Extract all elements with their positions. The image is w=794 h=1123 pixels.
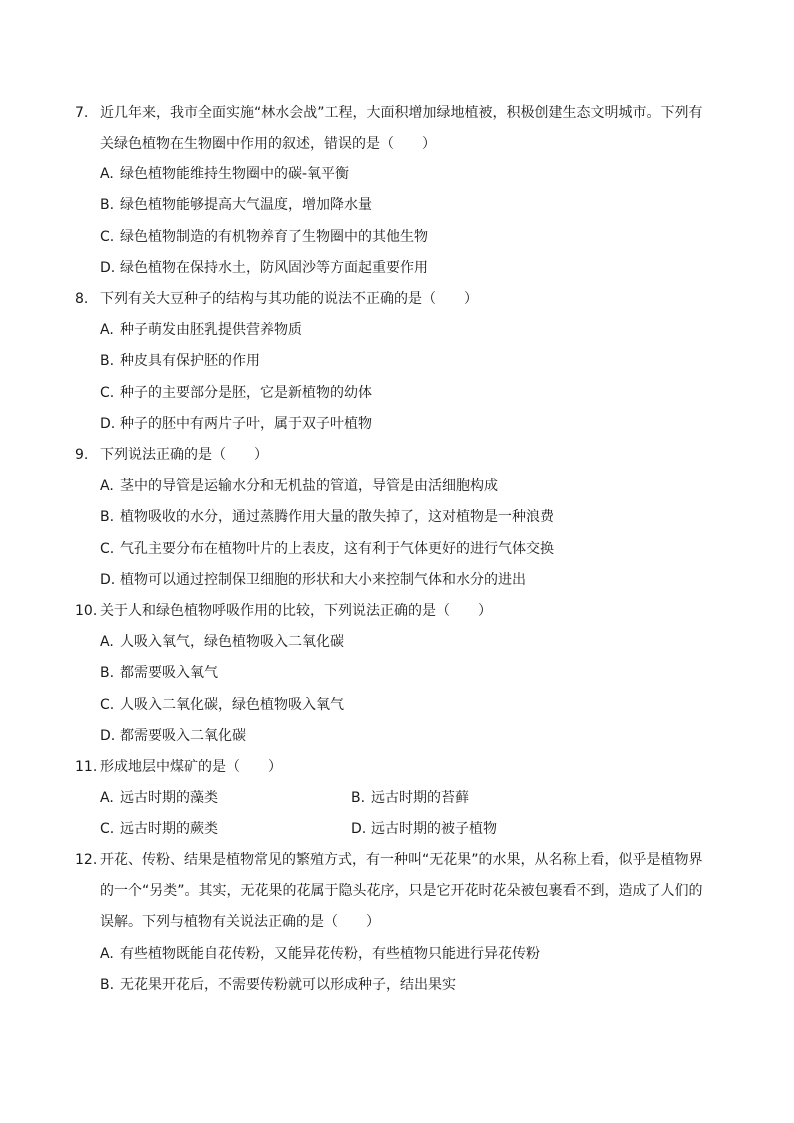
option-text: 有些植物既能自花传粉，又能异花传粉，有些植物只能进行异花传粉 bbox=[120, 946, 540, 962]
stem-line: 关于人和绿色植物呼吸作用的比较，下列说法正确的是（ ） bbox=[100, 603, 492, 619]
option-label: D. bbox=[351, 821, 367, 837]
option-text: 绿色植物在保持水土，防风固沙等方面起重要作用 bbox=[120, 260, 428, 276]
option-c bbox=[100, 539, 554, 559]
option-text: 远古时期的被子植物 bbox=[371, 821, 497, 837]
question-stem bbox=[100, 284, 722, 315]
question-number: 10. bbox=[75, 603, 98, 619]
option-label: A. bbox=[100, 322, 114, 338]
question-stem bbox=[100, 440, 722, 471]
option-d bbox=[351, 819, 497, 839]
option-text: 人吸入氧气，绿色植物吸入二氧化碳 bbox=[120, 634, 344, 650]
option-text: 气孔主要分布在植物叶片的上表皮，这有利于气体更好的进行气体交换 bbox=[120, 541, 554, 557]
option-text: 植物吸收的水分，通过蒸腾作用大量的散失掉了，这对植物是一种浪费 bbox=[120, 509, 554, 525]
option-text: 植物可以通过控制保卫细胞的形状和大小来控制气体和水分的进出 bbox=[120, 572, 526, 588]
stem-line: 的一个“另类”。其实，无花果的花属于隐头花序，只是它开花时花朵被包裹看不到，造成了人们的 bbox=[100, 883, 703, 900]
option-text: 远古时期的苔藓 bbox=[371, 790, 469, 806]
option-d bbox=[100, 726, 246, 746]
option-a bbox=[100, 320, 302, 340]
option-label: A. bbox=[100, 790, 114, 806]
question-stem bbox=[100, 596, 722, 627]
question-number: 11. bbox=[75, 759, 98, 775]
option-text: 都需要吸入二氧化碳 bbox=[120, 728, 246, 744]
option-a bbox=[100, 164, 349, 184]
option-b bbox=[100, 663, 218, 683]
question-stem bbox=[100, 845, 722, 939]
option-label: B. bbox=[100, 509, 115, 525]
option-d bbox=[100, 258, 428, 278]
option-text: 远古时期的蕨类 bbox=[120, 821, 218, 837]
option-text: 绿色植物制造的有机物养育了生物圈中的其他生物 bbox=[120, 229, 428, 245]
question-stem bbox=[100, 98, 722, 160]
stem-line: 开花、传粉、结果是植物常见的繁殖方式，有一种叫“无花果”的水果，从名称上看，似乎是植物界 bbox=[100, 852, 703, 868]
option-text: 种皮具有保护胚的作用 bbox=[120, 353, 260, 369]
option-c bbox=[100, 383, 372, 403]
option-label: B. bbox=[100, 665, 115, 681]
stem-line: 下列说法正确的是（ ） bbox=[100, 447, 268, 463]
option-b bbox=[351, 788, 469, 808]
option-b bbox=[100, 351, 260, 371]
option-label: D. bbox=[100, 572, 116, 588]
option-label: D. bbox=[100, 728, 116, 744]
option-text: 无花果开花后，不需要传粉就可以形成种子，结出果实 bbox=[120, 977, 456, 993]
option-label: B. bbox=[100, 977, 115, 993]
option-label: D. bbox=[100, 416, 116, 432]
option-label: A. bbox=[100, 478, 114, 494]
option-b bbox=[100, 975, 456, 995]
stem-line: 关绿色植物在生物圈中作用的叙述，错误的是（ ） bbox=[100, 136, 436, 153]
question-number: 12. bbox=[75, 852, 98, 868]
option-text: 种子的胚中有两片子叶，属于双子叶植物 bbox=[120, 416, 372, 432]
option-text: 绿色植物能维持生物圈中的碳-氧平衡 bbox=[120, 166, 350, 182]
option-a bbox=[100, 944, 540, 964]
option-text: 人吸入二氧化碳，绿色植物吸入氧气 bbox=[120, 697, 344, 713]
option-text: 远古时期的藻类 bbox=[120, 790, 218, 806]
option-text: 绿色植物能够提高大气温度，增加降水量 bbox=[120, 197, 372, 213]
option-c bbox=[100, 695, 344, 715]
option-d bbox=[100, 570, 526, 590]
option-label: C. bbox=[100, 821, 115, 837]
stem-line: 形成地层中煤矿的是（ ） bbox=[100, 759, 282, 775]
question-number: 9. bbox=[75, 447, 89, 463]
option-a bbox=[100, 632, 344, 652]
option-label: A. bbox=[100, 166, 114, 182]
option-text: 种子萌发由胚乳提供营养物质 bbox=[120, 322, 302, 338]
question-number: 7. bbox=[75, 105, 89, 121]
option-label: B. bbox=[351, 790, 366, 806]
option-label: A. bbox=[100, 634, 114, 650]
option-a bbox=[100, 788, 218, 808]
option-label: D. bbox=[100, 260, 116, 276]
option-c bbox=[100, 227, 428, 247]
option-b bbox=[100, 195, 372, 215]
option-a bbox=[100, 476, 498, 496]
option-b bbox=[100, 507, 554, 527]
option-text: 种子的主要部分是胚，它是新植物的幼体 bbox=[120, 385, 372, 401]
question-number: 8. bbox=[75, 291, 89, 307]
option-label: B. bbox=[100, 197, 115, 213]
option-text: 茎中的导管是运输水分和无机盐的管道，导管是由活细胞构成 bbox=[120, 478, 498, 494]
option-label: C. bbox=[100, 697, 115, 713]
option-d bbox=[100, 414, 372, 434]
option-label: C. bbox=[100, 385, 115, 401]
option-label: C. bbox=[100, 541, 115, 557]
stem-line: 近几年来，我市全面实施“林水会战”工程，大面积增加绿地植被，积极创建生态文明城市。下列有 bbox=[100, 105, 703, 121]
option-text: 都需要吸入氧气 bbox=[120, 665, 218, 681]
stem-line: 下列有关大豆种子的结构与其功能的说法不正确的是（ ） bbox=[100, 291, 478, 307]
option-c bbox=[100, 819, 218, 839]
stem-line: 误解。下列与植物有关说法正确的是（ ） bbox=[100, 914, 380, 931]
question-stem bbox=[100, 752, 722, 783]
option-label: B. bbox=[100, 353, 115, 369]
option-label: A. bbox=[100, 946, 114, 962]
option-label: C. bbox=[100, 229, 115, 245]
